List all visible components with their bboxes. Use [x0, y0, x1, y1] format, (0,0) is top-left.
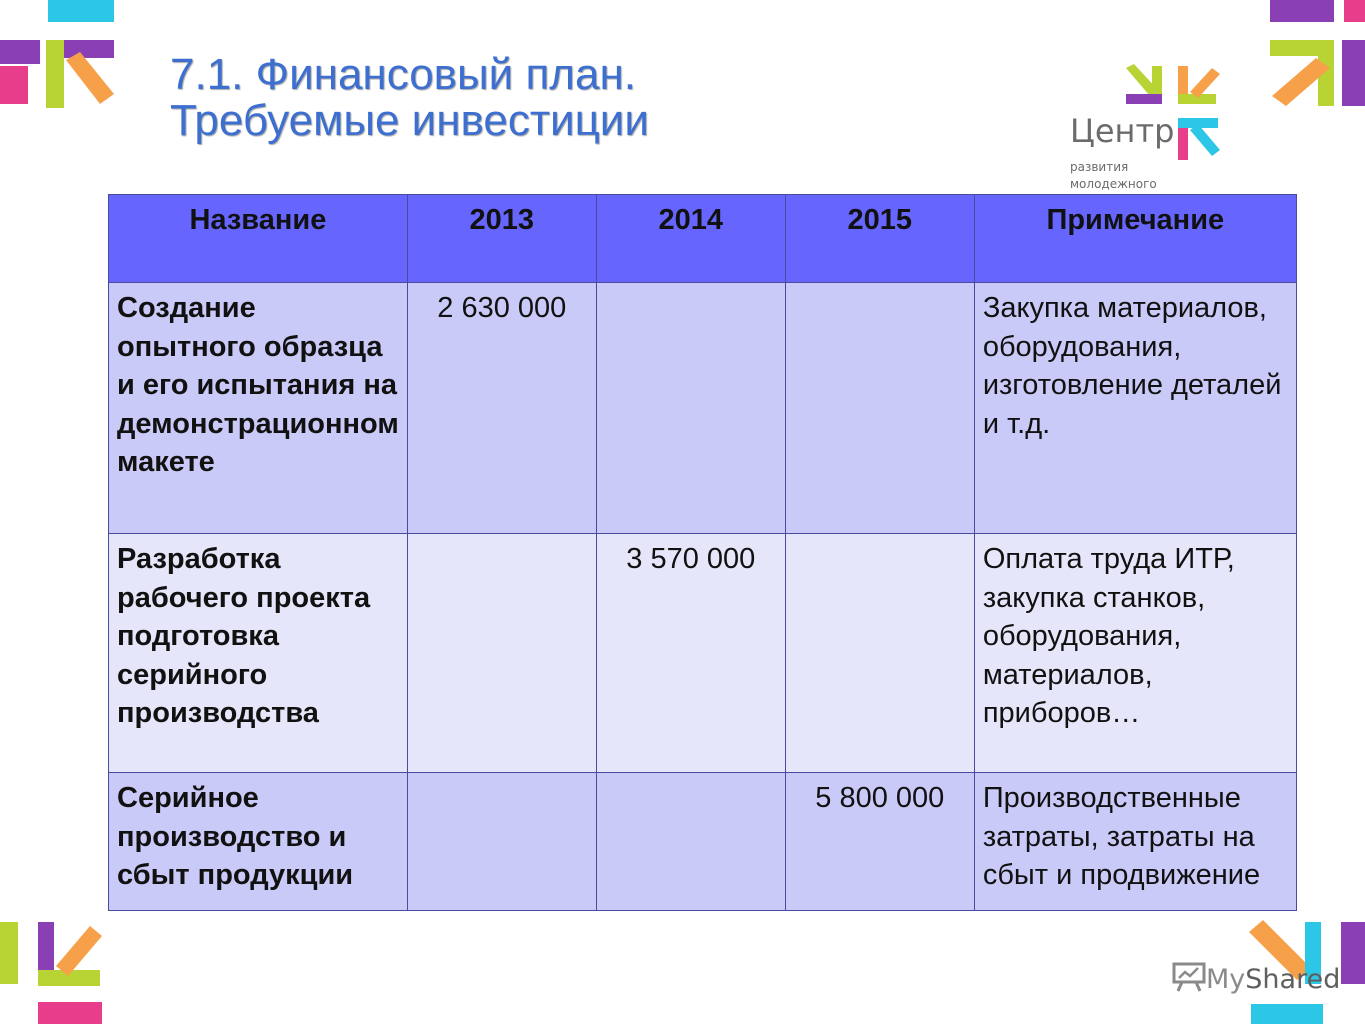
cell-name: Создание опытного образца и его испытания на демонстрационном макете: [109, 283, 408, 534]
header-2014: 2014: [596, 195, 785, 283]
cell-2014: [596, 283, 785, 534]
cell-name: Разработка рабочего проекта подготовка серийного производства: [109, 534, 408, 773]
cell-2014: 3 570 000: [596, 534, 785, 773]
myshared-watermark: [1172, 962, 1340, 995]
investment-table: [108, 194, 1297, 911]
center-logo: [1068, 60, 1238, 195]
watermark-text-right: Shared: [1245, 964, 1341, 995]
cell-2015: [785, 283, 974, 534]
table-row: [109, 283, 1297, 534]
cell-2013: [407, 534, 596, 773]
corner-arrows-top-left: [0, 0, 120, 115]
table-row: [109, 773, 1297, 911]
slide-title: [170, 52, 649, 144]
corner-arrows-top-right: [1268, 0, 1365, 115]
cell-2013: 2 630 000: [407, 283, 596, 534]
slide-title-line-1: 7.1. Финансовый план.: [170, 50, 636, 99]
cell-note: Производственные затраты, затраты на сбыт и продвижение: [974, 773, 1296, 911]
watermark-text-left: My: [1206, 964, 1246, 995]
corner-arrows-bottom-left: [0, 918, 105, 1024]
presentation-icon: [1172, 962, 1206, 992]
cell-note: Закупка материалов, оборудования, изготовление деталей и т.д.: [974, 283, 1296, 534]
cell-2014: [596, 773, 785, 911]
table-header-row: [109, 195, 1297, 283]
cell-note: Оплата труда ИТР, закупка станков, оборудования, материалов, приборов…: [974, 534, 1296, 773]
header-note: Примечание: [974, 195, 1296, 283]
logo-word: Центр: [1070, 112, 1175, 150]
table-row: [109, 534, 1297, 773]
cell-2015: 5 800 000: [785, 773, 974, 911]
cell-name: Серийное производство и сбыт продукции: [109, 773, 408, 911]
logo-subtitle-1: развития: [1070, 160, 1129, 174]
cell-2013: [407, 773, 596, 911]
cell-2015: [785, 534, 974, 773]
logo-subtitle-2: молодежного: [1070, 177, 1157, 191]
slide-title-line-2: Требуемые инвестиции: [170, 96, 649, 145]
header-name: Название: [109, 195, 408, 283]
header-2013: 2013: [407, 195, 596, 283]
header-2015: 2015: [785, 195, 974, 283]
